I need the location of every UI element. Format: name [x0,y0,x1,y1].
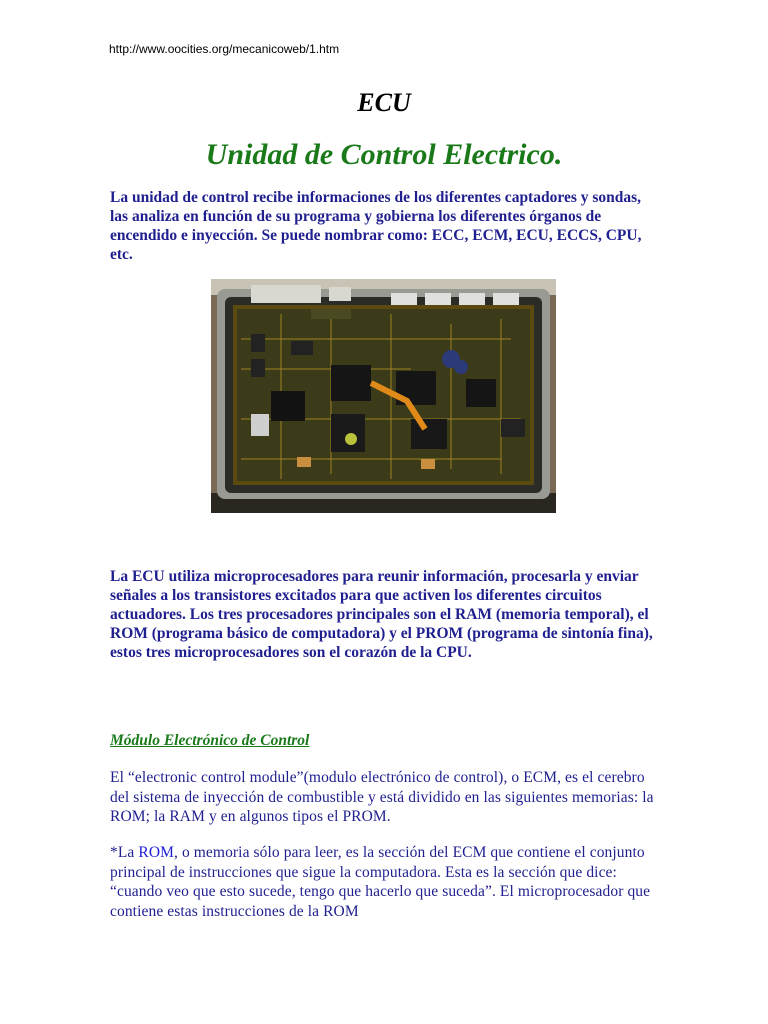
rom-paragraph [110,843,660,921]
page-title: ECU [357,88,411,117]
rom-label: ROM [138,844,174,861]
ecm-paragraph: El “electronic control module”(modulo electrónico de control), o ECM, es el cerebro del sistema de inyección de combustible y está dividido en las siguientes memorias: la ROM; la RAM y en algunos tipos el PROM. [110,769,654,825]
ecu-description-paragraph: La ECU utiliza microprocesadores para reunir información, procesarla y enviar señales a los transistores excitados para que activen los diferentes circuitos actuadores. Los tres procesadores principales son el RAM (memoria temporal), el ROM (programa básico de computadora) y el PROM (programa de sintonía fina), estos tres microprocesadores son el corazón de la CPU. [110,568,653,661]
section-heading-modulo: Módulo Electrónico de Control [110,732,310,749]
rom-text: , o memoria sólo para leer, es la sección del ECM que contiene el conjunto principal de instrucciones que sigue la computadora. Esta es la sección que dice: “cuando veo que esto sucede, tengo que hacerlo que suceda”. El microprocesador que contiene estas instrucciones de la ROM [110,844,651,920]
ecu-circuit-board-image [211,279,556,513]
intro-paragraph: La unidad de control recibe informaciones de los diferentes captadores y sondas, las analiza en función de su programa y gobierna los diferentes órganos de encendido e inyección. Se puede nombrar como: ECC, ECM, ECU, ECCS, CPU, etc. [110,189,642,263]
page-subtitle: Unidad de Control Electrico. [205,138,563,171]
rom-prefix: *La [110,844,139,861]
source-url-link[interactable]: http://www.oocities.org/mecanicoweb/1.htm [109,42,340,56]
